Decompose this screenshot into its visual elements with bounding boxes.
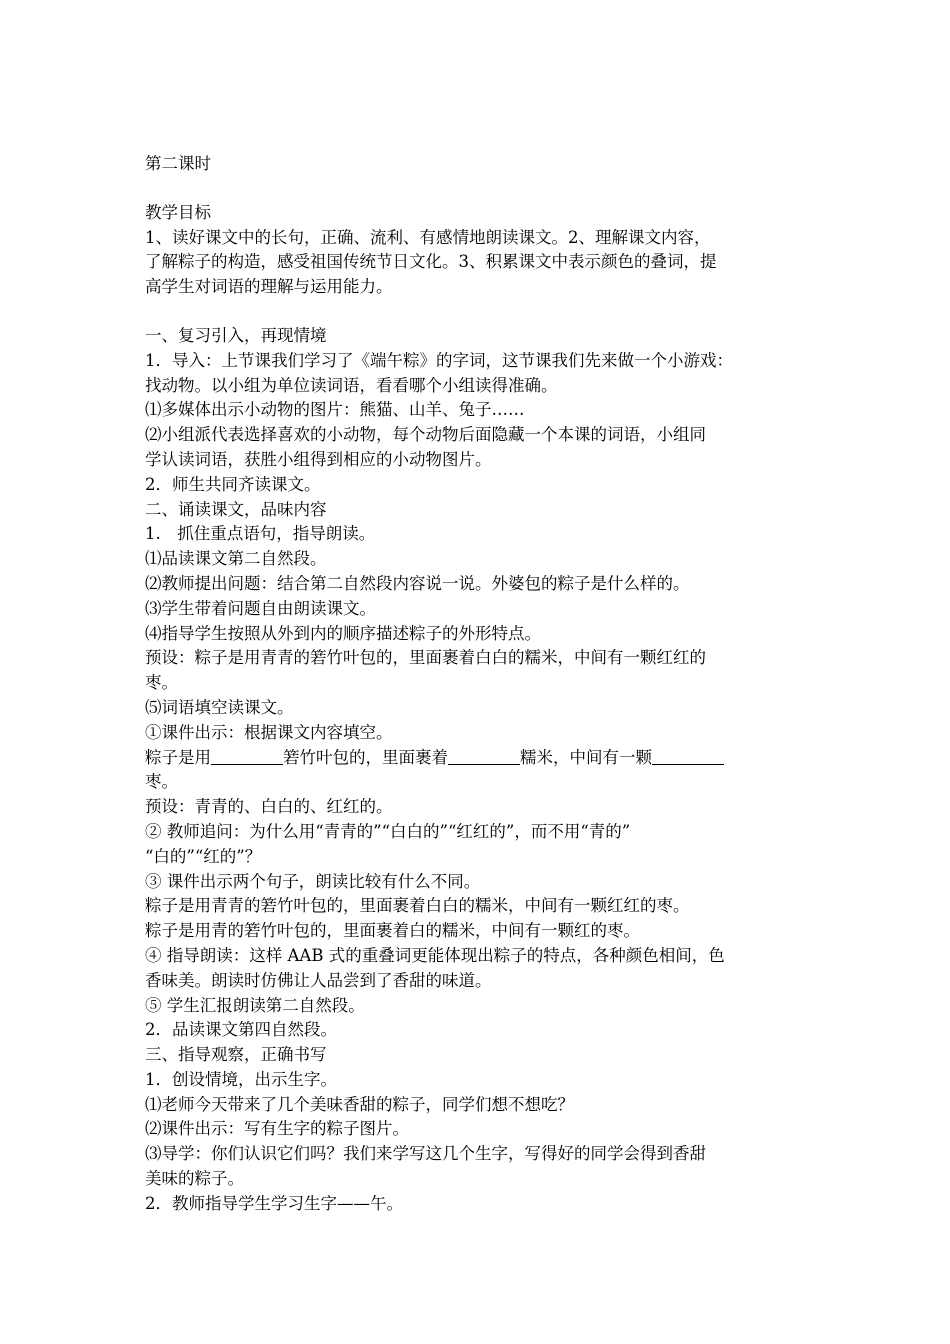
spacer: [145, 177, 817, 201]
text-line: ③ 课件出示两个句子，朗读比较有什么不同。: [145, 871, 481, 891]
section-heading-reading: 二、诵读课文，品味内容: [145, 499, 327, 519]
text-line: 2．教师指导学生学习生字——午。: [145, 1193, 403, 1213]
text-line: 粽子是用青青的箬竹叶包的，里面裹着白白的糯米，中间有一颗红红的枣。: [145, 896, 690, 916]
text-line: ⑴品读课文第二自然段。: [145, 549, 327, 569]
blank-underline: [211, 748, 283, 765]
section-heading-writing: 三、指导观察，正确书写: [145, 1045, 327, 1065]
text-line: 2．品读课文第四自然段。: [145, 1020, 337, 1040]
text-line: ⑴老师今天带来了几个美味香甜的粽子，同学们想不想吃？: [145, 1094, 574, 1114]
fill-text: 粽子是用: [145, 747, 211, 767]
text-line: 预设：青青的、白白的、红红的。: [145, 797, 393, 817]
fill-in-blank-line: [145, 746, 817, 771]
document-body: [145, 152, 817, 1217]
text-line: 预设：粽子是用青青的箬竹叶包的，里面裹着白白的糯米，中间有一颗红红的: [145, 648, 706, 668]
text-line: ①课件出示：根据课文内容填空。: [145, 722, 393, 742]
text-line: 香味美。朗读时仿佛让人品尝到了香甜的味道。: [145, 970, 492, 990]
fill-text: 糯米，中间有一颗: [520, 747, 652, 767]
goals-heading: 教学目标: [145, 202, 211, 222]
text-line: ⑵课件出示：写有生字的粽子图片。: [145, 1119, 409, 1139]
text-line: 1．创设情境，出示生字。: [145, 1069, 337, 1089]
text-line: 枣。: [145, 772, 178, 792]
text-line: 1. 抓住重点语句，指导朗读。: [145, 524, 376, 544]
text-line: ⑴多媒体出示小动物的图片：熊猫、山羊、兔子……: [145, 400, 525, 420]
goals-line: 了解粽子的构造，感受祖国传统节日文化。3、积累课文中表示颜色的叠词，提: [145, 252, 717, 272]
section-heading-review: 一、复习引入，再现情境: [145, 325, 327, 345]
text-line: 粽子是用青的箬竹叶包的，里面裹着白的糯米，中间有一颗红的枣。: [145, 921, 640, 941]
text-line: “白的”“红的”？: [145, 846, 262, 866]
text-line: ④ 指导朗读：这样 AAB 式的重叠词更能体现出粽子的特点，各种颜色相间，色: [145, 945, 725, 965]
text-line: 学认读词语，获胜小组得到相应的小动物图片。: [145, 449, 492, 469]
lesson-title: 第二课时: [145, 154, 211, 173]
text-line: 找动物。以小组为单位读词语，看看哪个小组读得准确。: [145, 375, 558, 395]
blank-underline: [448, 748, 520, 765]
text-line: ② 教师追问：为什么用“青青的”“白白的”“红红的”，而不用“青的”: [145, 821, 631, 841]
text-line: 1．导入：上节课我们学习了《端午粽》的字词，这节课我们先来做一个小游戏：: [145, 350, 733, 370]
text-line: ⑤ 学生汇报朗读第二自然段。: [145, 995, 365, 1015]
fill-text: 箬竹叶包的，里面裹着: [283, 747, 448, 767]
text-line: 枣。: [145, 673, 178, 693]
text-line: 2．师生共同齐读课文。: [145, 474, 321, 494]
text-line: ⑵小组派代表选择喜欢的小动物，每个动物后面隐藏一个本课的词语，小组同: [145, 425, 706, 445]
text-line: ⑶学生带着问题自由朗读课文。: [145, 598, 376, 618]
blank-underline: [652, 748, 724, 765]
spacer: [145, 300, 817, 324]
text-line: ⑷指导学生按照从外到内的顺序描述粽子的外形特点。: [145, 623, 541, 643]
goals-line: 高学生对词语的理解与运用能力。: [145, 277, 393, 297]
text-line: ⑸词语填空读课文。: [145, 697, 294, 717]
text-line: 美味的粽子。: [145, 1169, 244, 1189]
goals-line: 1、读好课文中的长句，正确、流利、有感情地朗读课文。2、理解课文内容，: [145, 227, 711, 247]
text-line: ⑵教师提出问题：结合第二自然段内容说一说。外婆包的粽子是什么样的。: [145, 573, 690, 593]
text-line: ⑶导学：你们认识它们吗？我们来学写这几个生字，写得好的同学会得到香甜: [145, 1144, 706, 1164]
